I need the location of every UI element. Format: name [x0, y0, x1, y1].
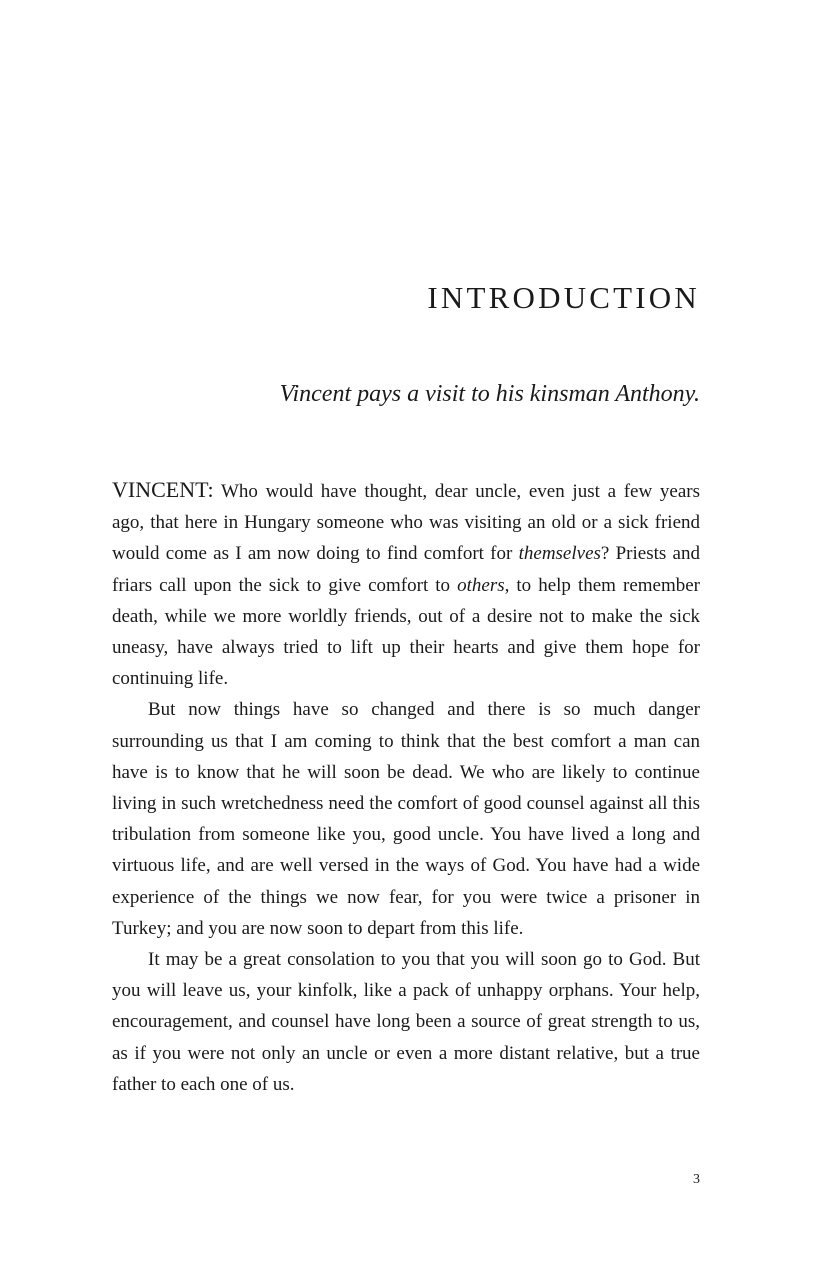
paragraph-text: ? Priests and friars call upon the sick to give comfort to	[112, 543, 700, 596]
paragraph: But now things have so changed and there is so much danger surrounding us that I am coming to think that the best comfort a man can have is to know that he will soon be dead. We who are likely to continue living in such wretchedness need the comfort of good counsel against all this tribulation from someone like you, good uncle. You have lived a long and virtuous life, and are well versed in the ways of God. You have had a wide experience of the things we now fear, for you were twice a prisoner in Turkey; and you are now soon to depart from this life.	[112, 699, 700, 939]
paragraph-text: , to help them remember death, while we more worldly friends, out of a desire not to make the sick uneasy, have always tried to lift up their hearts and give them hope for continuing life.	[112, 574, 701, 690]
body-text	[112, 474, 700, 1100]
emphasized-text: themselves	[518, 543, 601, 565]
book-page	[112, 0, 700, 1275]
paragraph-text: Who would have thought, dear uncle, even just a few years ago, that here in Hungary someone who was visiting an old or a sick friend would come as I am now doing to find comfort for	[112, 481, 700, 565]
speaker-name: VINCENT:	[112, 477, 214, 502]
paragraph: It may be a great consolation to you that you will soon go to God. But you will leave us, your kinfolk, like a pack of unhappy orphans. Your help, encouragement, and counsel have long been a source of great strength to us, as if you were not only an uncle or even a more distant relative, but a true father to each one of us.	[112, 949, 700, 1095]
chapter-title: INTRODUCTION	[427, 280, 700, 315]
chapter-subtitle: Vincent pays a visit to his kinsman Anthony.	[279, 381, 700, 407]
emphasized-text: others	[457, 574, 505, 596]
paragraph	[112, 474, 700, 694]
page-number: 3	[693, 1172, 700, 1187]
